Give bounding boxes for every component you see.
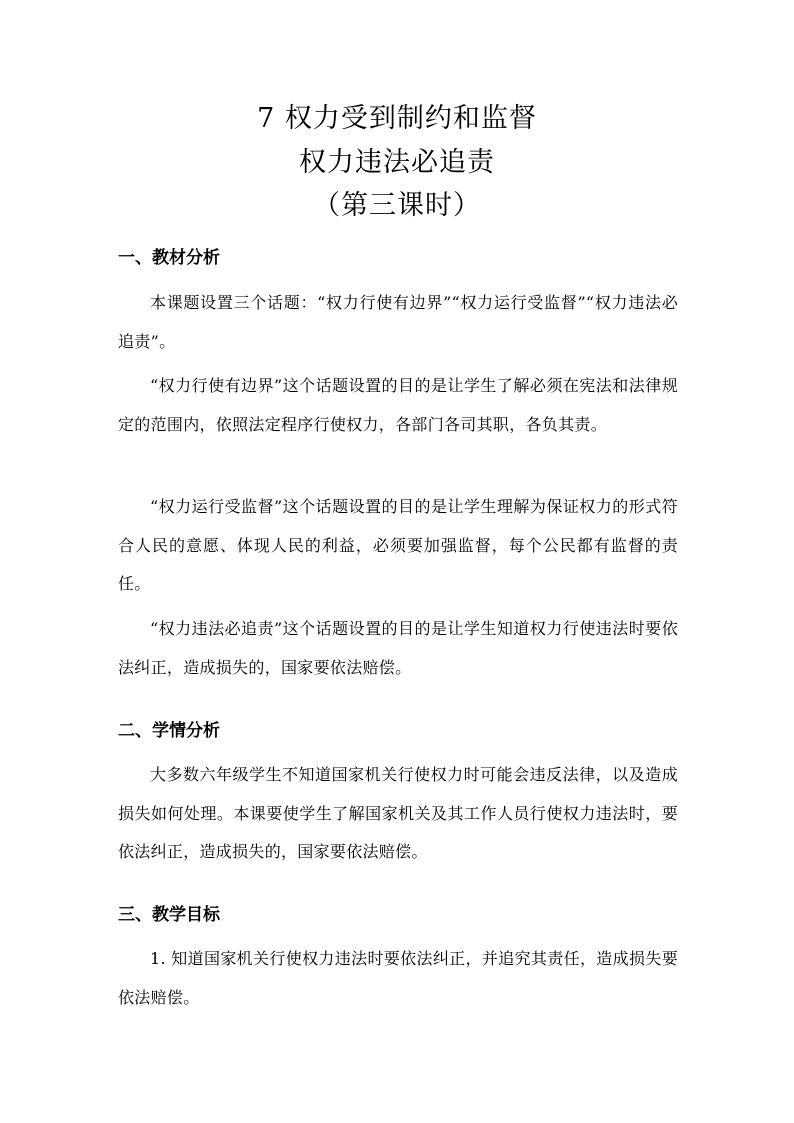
- paragraph: “权力运行受监督”这个话题设置的目的是让学生理解为保证权力的形式符合人民的意愿、体现人民的利益，必须要加强监督，每个公民都有监督的责任。: [118, 497, 678, 593]
- section-heading-teaching-goals: 三、教学目标: [118, 905, 220, 925]
- paragraph: 1. 知道国家机关行使权力违法时要依法纠正，并追究其责任，造成损失要依法赔偿。: [118, 949, 678, 1007]
- paragraph: “权力违法必追责”这个话题设置的目的是让学生知道权力行使违法时要依法纠正，造成损失的，国家要依法赔偿。: [118, 619, 678, 677]
- paragraph: 本课题设置三个话题：“权力行使有边界”“权力运行受监督”“权力违法必追责”。: [118, 293, 678, 351]
- section-heading-textbook-analysis: 一、教材分析: [118, 248, 220, 268]
- lesson-title: 7 权力受到制约和监督: [257, 103, 537, 134]
- lesson-period: （第三课时）: [313, 190, 481, 221]
- paragraph: “权力行使有边界”这个话题设置的目的是让学生了解必须在宪法和法律规定的范围内，依照法定程序行使权力，各部门各司其职，各负其责。: [118, 376, 678, 434]
- lesson-subtitle: 权力违法必追责: [299, 147, 495, 178]
- paragraph: 大多数六年级学生不知道国家机关行使权力时可能会违反法律，以及造成损失如何处理。本课要使学生了解国家机关及其工作人员行使权力违法时，要依法纠正，造成损失的，国家要依法赔偿。: [118, 765, 678, 861]
- section-heading-learner-analysis: 二、学情分析: [118, 721, 220, 741]
